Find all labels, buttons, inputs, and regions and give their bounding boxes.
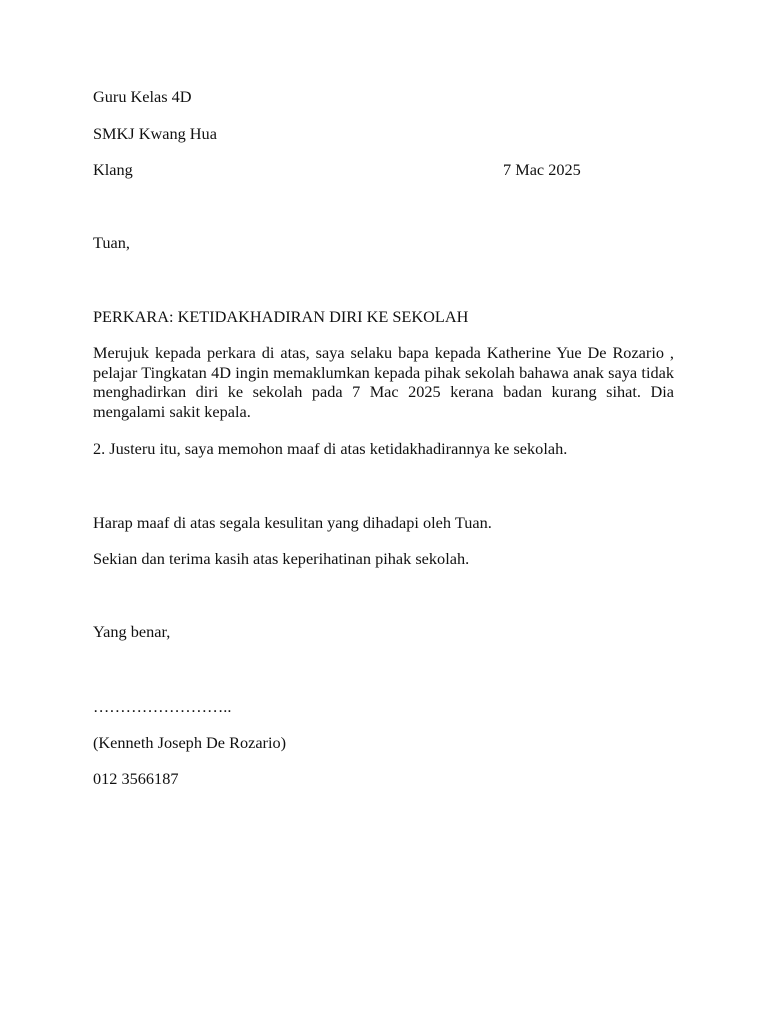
signatory-name: (Kenneth Joseph De Rozario) [93,733,287,752]
salutation: Tuan, [93,233,130,252]
signature-line: …………………….. [93,697,232,716]
letter-date: 7 Mac 2025 [503,160,581,179]
recipient-line-1: Guru Kelas 4D [93,87,192,106]
body-paragraph-1: Merujuk kepada perkara di atas, saya selaku bapa kepada Katherine Yue De Rozario , pelajar Tingkatan 4D ingin memaklumkan kepada pihak sekolah bahawa anak saya tidak menghadirkan diri ke sekolah pada 7 Mac 2025 kerana badan kurang sihat. Dia mengalami sakit kepala. [93,343,674,421]
recipient-line-3: Klang [93,160,133,179]
subject-line: PERKARA: KETIDAKHADIRAN DIRI KE SEKOLAH [93,307,469,326]
apology-line: Harap maaf di atas segala kesulitan yang dihadapi oleh Tuan. [93,513,492,532]
valediction: Yang benar, [93,622,171,641]
signatory-phone: 012 3566187 [93,769,179,788]
recipient-line-2: SMKJ Kwang Hua [93,124,217,143]
body-paragraph-2: 2. Justeru itu, saya memohon maaf di atas ketidakhadirannya ke sekolah. [93,439,568,458]
thanks-line: Sekian dan terima kasih atas keperihatinan pihak sekolah. [93,549,470,568]
